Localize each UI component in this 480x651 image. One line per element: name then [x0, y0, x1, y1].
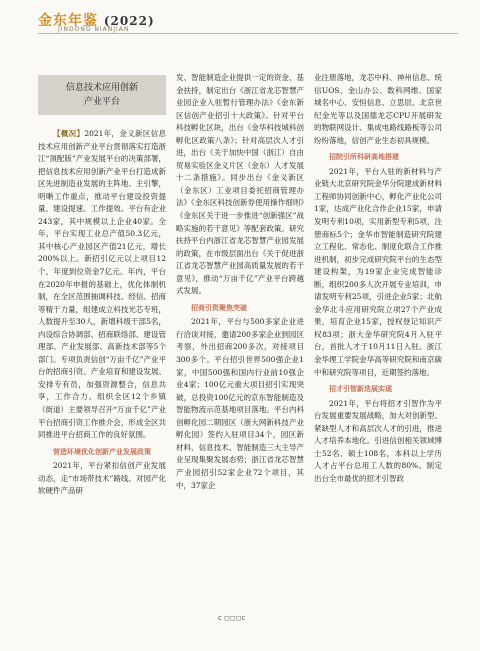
- subsection-title-investment: 招商引资聚焦突破: [191, 303, 247, 312]
- yearbook-pinyin: JINDONG NIANJIAN: [58, 26, 130, 33]
- yearbook-year: (2022): [103, 14, 155, 28]
- subsection-title-talent: 招才引智新迭展实现: [329, 385, 392, 394]
- subsection-title-research: 招院引所科研高地搭建: [329, 153, 399, 162]
- header-rule: [38, 33, 458, 34]
- overview-tag: 【概况】: [53, 129, 85, 138]
- talent-paragraph: 2021年，平台将招才引智作为平台发展重要发展战略，加大对创新型、紧缺型人才和高层次人才的引进，推进人才培养本地化。引进信创相关领域博士52名、硕士108名，本科以上学历人才占平台总用工人数的80%。制定出台全市最优的招才引智政: [314, 398, 442, 483]
- page-footer: c ◻◻◻c: [218, 614, 246, 622]
- overview-text: 2021年，金义新区信息技术应用创新产业平台贯彻落实打造浙江“頂配版”产业发展平台的决策部署，把信息技术应用创新产业平台打造成新区先进制造业发展的主阵地、主引擎，明晰工作重点，推动平台建设投资提量、建设提速、工作提效。平台有企业243家，其中规模以上企业40家。全年，平台实现工业总产值50.3亿元，其中核心产业园区产值21亿元，增长200%以上。新招引亿元以上项目12个，年度到位资金7亿元。年内，平台在2020年申报的基础上，优化体制机制，在全区范围抽调科技、经信、招商等精干力量，组建成立科技光芯专班，人数提升至30人，新增科级干部5名，内设综合协调部、招商联络部、建设管理部、产业发展部、高新技术部等5个部门。专项负责信创“万亩千亿”产业平台的招商引资、产业培育和建设发展、安排专有员，加强资源整合，信息共享，工作合力。组织全区12个乡镇（街道）主要领导召开“万亩千亿”产业平台招商引资工作推介会，形成全区共同推进平台招商工作的良好氛围。: [38, 129, 167, 440]
- overview-paragraph: [38, 128, 166, 442]
- text-column-1: [38, 128, 166, 628]
- page-header: [38, 8, 458, 34]
- policy-paragraph-cont: 发、智能制造企业提供一定的资金、基金扶持，制定出台《浙江省龙芯智慧产业园企业入驻暂行管理办法》《金东新区信创产业招引十大政策》。针对平台科技孵化区块，出台《金华科技城科创孵化区政策八条》；针对高层次人才引进，出台《关于加快中国（浙江）自由贸易实验区金义片区（金东）人才发展十二条措施》。同步出台《金义新区（金东区）工业项目委托招商管理办法》《金东区科技创新券使用操作细则》《金东区关于进一步推进“创新强区”战略实施的若干意见》等配套政策。研究扶持平台内浙江省龙芯智慧产业园发展的政策，在市级层面出台《关于促进浙江省龙芯智慧产业园高质量发展的若干意见》，推动“万亩千亿”产业平台跨越式发展。: [176, 73, 304, 296]
- subsection-title-policy: 营造环境优化创新产业发展政策: [53, 447, 151, 456]
- investment-paragraph-cont: 业注册落地，龙芯中科、神州信息、统信UOS、金山办公、数科网维、国家城名中心、安恒信息、立思辰、北京世纪金光等以及国德龙芯CPU开展研发的物联网设计、集成电路线路板等公司纷纷落地，信创产业生态初具规模。: [314, 73, 442, 145]
- research-paragraph: 2021年，平台入驻的新材料与产业链大北京研究院金华分院建成新材料工程师协同创新中心，孵化产业化公司1家，达成产业化合作企业15家，申请发明专利10项，实用新型专利5项，注册商标5个；金华市智能制造研究院建立工程化、常态化、制度化联合工作推进机制，初步完成研究院平台的生态型建设构架，为19家企业完成智能诊断，组织200多人次开展专业培训，申请发明专利25项，引进企业5家；北航金华北斗应用研究院立项27个产业成果，培育企业15家，授权登记知识产权83项；浙大金华研究院4月入驻平台，首批人才于10月11日入驻。浙江金华理工学院金华高等研究院和南京碳中和研究院等项目，近期签约落地。: [314, 166, 442, 377]
- logo-text: 金东年鉴: [38, 13, 98, 29]
- investment-paragraph: 2021年，平台与500多家企业进行洽谈对接，邀请200多家企业到园区考察，外出招商200多次，对接项目300多个。平台招引世界500强企业1家，中国500强和国内行业前10强企业4家；100亿元重大项目招引实现突破，总投资100亿元的京东智能制造及智能物流示范基地项目落地。平台内科创孵化园二期园区（浙大网新科技产业孵化园）签约入驻项目34个，园区新材料、信息技术、智能制造三大主导产业呈现集聚发展态势；浙江省龙芯智慧产业园招引52家企业72个项目，其中，37家企: [176, 317, 304, 490]
- policy-paragraph-start: 2021年，平台紧扣信创产业发展动态，走“市场带技术”路线。对园产化软硬件产品研: [38, 461, 166, 496]
- text-column-3: [314, 72, 442, 486]
- section-title-line2: 产业平台: [83, 97, 120, 107]
- section-title-line1: 信息技术应用创新: [65, 83, 138, 93]
- section-title-box: [38, 75, 166, 115]
- text-column-2: [176, 72, 304, 492]
